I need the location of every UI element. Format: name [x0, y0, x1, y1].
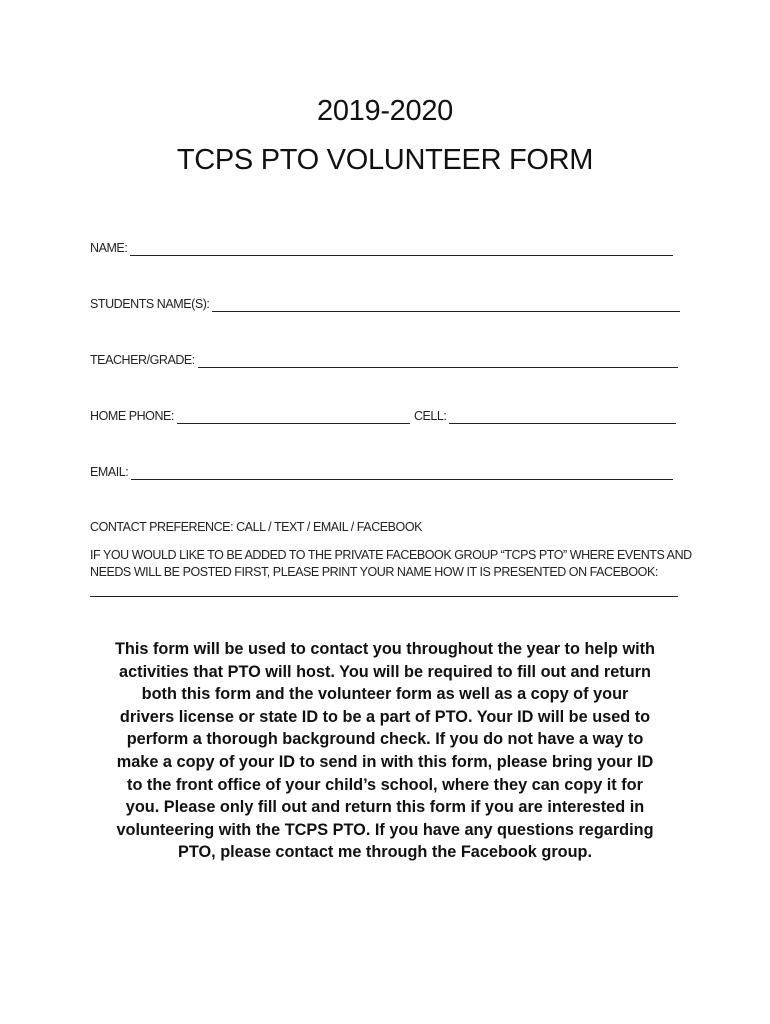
teacher-grade-label: TEACHER/GRADE:: [90, 353, 195, 367]
info-line: both this form and the volunteer form as well as a copy of your: [141, 685, 629, 704]
home-phone-blank-line[interactable]: [177, 411, 410, 424]
form-title: TCPS PTO VOLUNTEER FORM: [176, 144, 594, 176]
name-label: NAME:: [90, 241, 128, 255]
email-blank-line[interactable]: [131, 467, 673, 480]
facebook-instructions-line-2: NEEDS WILL BE POSTED FIRST, PLEASE PRINT YOUR NAME HOW IT IS PRESENTED ON FACEBOOK:: [90, 565, 658, 579]
info-line: make a copy of your ID to send in with this form, please bring your ID: [116, 752, 654, 771]
teacher-field-row: [90, 353, 678, 368]
info-line: This form will be used to contact you throughout the year to help with: [114, 640, 655, 658]
facebook-name-blank-line[interactable]: [90, 596, 678, 597]
name-blank-line[interactable]: [130, 243, 673, 256]
name-field-row: [90, 241, 673, 256]
email-label: EMAIL:: [90, 465, 129, 479]
email-field-row: [90, 465, 673, 480]
students-blank-line[interactable]: [212, 299, 680, 312]
students-label: STUDENTS NAME(S):: [90, 297, 210, 311]
students-field-row: [90, 297, 680, 312]
info-line: PTO, please contact me through the Facebook group.: [177, 843, 593, 862]
info-line: perform a thorough background check. If you do not have a way to: [126, 730, 644, 749]
cell-blank-line[interactable]: [449, 411, 676, 424]
phone-field-row: [90, 409, 676, 424]
home-phone-label: HOME PHONE:: [90, 409, 174, 423]
info-line: to the front office of your child’s school, where they can copy it for: [127, 775, 643, 794]
contact-preference: CONTACT PREFERENCE: CALL / TEXT / EMAIL / FACEBOOK: [90, 520, 422, 534]
info-line: volunteering with the TCPS PTO. If you have any questions regarding: [116, 820, 654, 839]
form-year: 2019-2020: [317, 95, 453, 127]
info-line: activities that PTO will host. You will be required to fill out and return: [119, 662, 651, 681]
facebook-instructions-line-1: IF YOU WOULD LIKE TO BE ADDED TO THE PRIVATE FACEBOOK GROUP “TCPS PTO” WHERE EVENTS AND: [90, 548, 692, 562]
cell-label: CELL:: [413, 409, 447, 423]
teacher-grade-blank-line[interactable]: [198, 355, 678, 368]
info-line: drivers license or state ID to be a part of PTO. Your ID will be used to: [119, 707, 651, 726]
info-line: you. Please only fill out and return this form if you are interested in: [125, 798, 645, 817]
info-paragraph: [60, 638, 710, 864]
